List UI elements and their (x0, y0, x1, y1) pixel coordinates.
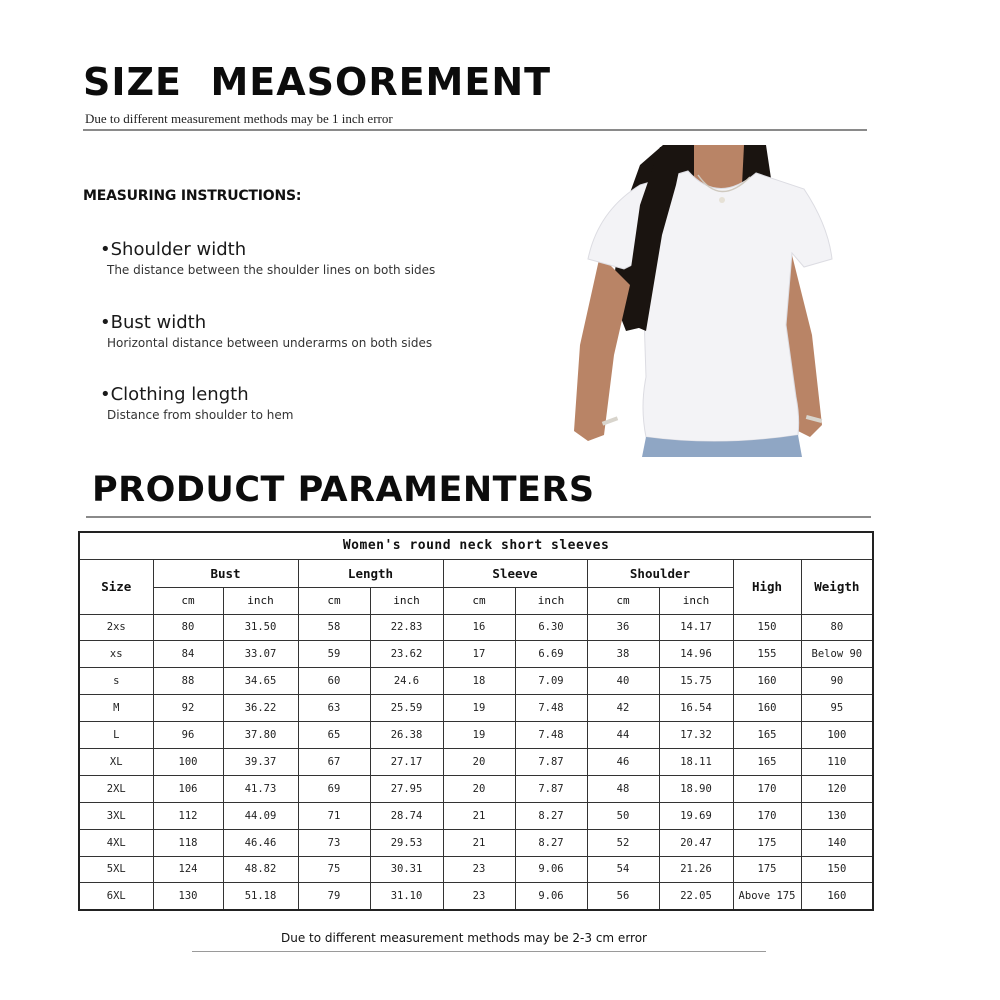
cell-sleeve-cm: 17 (443, 641, 515, 668)
unit-header: inch (515, 587, 587, 614)
footer-note: Due to different measurement methods may be 2-3 cm error (281, 931, 647, 945)
table-row (79, 856, 873, 883)
divider (86, 516, 871, 518)
cell-shoulder-cm: 52 (587, 829, 659, 856)
cell-sleeve-inch: 7.09 (515, 668, 587, 695)
cell-sleeve-cm: 23 (443, 883, 515, 910)
size-measurement-title: SIZE MEASOREMENT (83, 60, 552, 104)
cell-shoulder-inch: 14.96 (659, 641, 733, 668)
cell-sleeve-inch: 7.87 (515, 775, 587, 802)
cell-bust-cm: 118 (153, 829, 223, 856)
instruction-description: Horizontal distance between underarms on both sides (107, 336, 433, 350)
cell-length-inch: 29.53 (370, 829, 443, 856)
cell-bust-inch: 33.07 (223, 641, 298, 668)
cell-bust-cm: 100 (153, 748, 223, 775)
cell-shoulder-inch: 19.69 (659, 802, 733, 829)
cell-high: 170 (733, 802, 801, 829)
cell-sleeve-cm: 20 (443, 775, 515, 802)
cell-shoulder-cm: 46 (587, 748, 659, 775)
cell-weigth: 120 (801, 775, 873, 802)
cell-bust-inch: 37.80 (223, 722, 298, 749)
cell-bust-inch: 41.73 (223, 775, 298, 802)
instruction-description: The distance between the shoulder lines on both sides (107, 263, 436, 277)
cell-high: 170 (733, 775, 801, 802)
instruction-clothing-length (100, 384, 293, 422)
table-row (79, 641, 873, 668)
cell-weigth: 140 (801, 829, 873, 856)
cell-shoulder-inch: 16.54 (659, 695, 733, 722)
cell-length-inch: 27.17 (370, 748, 443, 775)
cell-bust-cm: 96 (153, 722, 223, 749)
cell-weigth: 90 (801, 668, 873, 695)
cell-length-cm: 67 (298, 748, 370, 775)
cell-length-inch: 28.74 (370, 802, 443, 829)
instruction-name: •Clothing length (100, 384, 249, 405)
measurement-error-note: Due to different measurement methods may be 1 inch error (85, 111, 393, 126)
cell-weigth: 100 (801, 722, 873, 749)
header-high: High (733, 559, 801, 614)
cell-bust-inch: 34.65 (223, 668, 298, 695)
instruction-description: Distance from shoulder to hem (107, 408, 294, 422)
cell-bust-cm: 106 (153, 775, 223, 802)
cell-high: 165 (733, 722, 801, 749)
table-row (79, 802, 873, 829)
cell-size: XL (79, 748, 153, 775)
table-row (79, 722, 873, 749)
table-row (79, 775, 873, 802)
unit-header: inch (223, 587, 298, 614)
cell-length-inch: 25.59 (370, 695, 443, 722)
cell-bust-inch: 31.50 (223, 614, 298, 641)
cell-sleeve-inch: 8.27 (515, 829, 587, 856)
cell-high: 155 (733, 641, 801, 668)
cell-sleeve-cm: 21 (443, 829, 515, 856)
size-rows (79, 614, 873, 910)
cell-length-cm: 65 (298, 722, 370, 749)
cell-bust-inch: 46.46 (223, 829, 298, 856)
unit-header: cm (153, 587, 223, 614)
unit-header: inch (370, 587, 443, 614)
unit-header: cm (587, 587, 659, 614)
cell-weigth: 110 (801, 748, 873, 775)
cell-shoulder-cm: 40 (587, 668, 659, 695)
header-bust: Bust (153, 559, 298, 587)
cell-length-cm: 79 (298, 883, 370, 910)
cell-size: 3XL (79, 802, 153, 829)
cell-sleeve-cm: 19 (443, 722, 515, 749)
table-row (79, 695, 873, 722)
header-sleeve: Sleeve (443, 559, 587, 587)
cell-bust-cm: 88 (153, 668, 223, 695)
cell-length-cm: 71 (298, 802, 370, 829)
cell-length-inch: 26.38 (370, 722, 443, 749)
cell-size: xs (79, 641, 153, 668)
header-shoulder: Shoulder (587, 559, 733, 587)
cell-sleeve-inch: 6.30 (515, 614, 587, 641)
measuring-instructions-title: MEASURING INSTRUCTIONS: (83, 188, 302, 204)
cell-high: 160 (733, 668, 801, 695)
cell-size: 2XL (79, 775, 153, 802)
cell-length-cm: 75 (298, 856, 370, 883)
cell-weigth: Below 90 (801, 641, 873, 668)
cell-length-cm: 58 (298, 614, 370, 641)
unit-header: inch (659, 587, 733, 614)
cell-sleeve-inch: 6.69 (515, 641, 587, 668)
cell-length-inch: 24.6 (370, 668, 443, 695)
divider (192, 951, 766, 952)
cell-bust-cm: 84 (153, 641, 223, 668)
cell-sleeve-cm: 18 (443, 668, 515, 695)
cell-length-cm: 59 (298, 641, 370, 668)
cell-sleeve-inch: 7.48 (515, 695, 587, 722)
cell-high: 165 (733, 748, 801, 775)
cell-bust-cm: 124 (153, 856, 223, 883)
cell-bust-cm: 130 (153, 883, 223, 910)
table-row (79, 748, 873, 775)
cell-weigth: 130 (801, 802, 873, 829)
cell-length-inch: 22.83 (370, 614, 443, 641)
cell-length-inch: 27.95 (370, 775, 443, 802)
cell-shoulder-inch: 22.05 (659, 883, 733, 910)
cell-size: s (79, 668, 153, 695)
cell-length-cm: 73 (298, 829, 370, 856)
instruction-shoulder-width (100, 239, 435, 277)
cell-length-inch: 31.10 (370, 883, 443, 910)
cell-sleeve-cm: 20 (443, 748, 515, 775)
cell-sleeve-inch: 9.06 (515, 856, 587, 883)
cell-shoulder-cm: 44 (587, 722, 659, 749)
cell-size: 2xs (79, 614, 153, 641)
cell-sleeve-inch: 7.48 (515, 722, 587, 749)
cell-high: 175 (733, 856, 801, 883)
cell-shoulder-cm: 38 (587, 641, 659, 668)
table-caption: Women's round neck short sleeves (79, 532, 873, 559)
cell-shoulder-inch: 14.17 (659, 614, 733, 641)
cell-size: 6XL (79, 883, 153, 910)
cell-shoulder-cm: 36 (587, 614, 659, 641)
cell-sleeve-inch: 9.06 (515, 883, 587, 910)
cell-size: L (79, 722, 153, 749)
cell-shoulder-cm: 42 (587, 695, 659, 722)
cell-sleeve-cm: 23 (443, 856, 515, 883)
cell-sleeve-cm: 16 (443, 614, 515, 641)
cell-length-cm: 63 (298, 695, 370, 722)
cell-bust-cm: 112 (153, 802, 223, 829)
instruction-name: •Bust width (100, 312, 207, 333)
cell-weigth: 160 (801, 883, 873, 910)
cell-shoulder-inch: 18.90 (659, 775, 733, 802)
cell-weigth: 80 (801, 614, 873, 641)
cell-length-cm: 60 (298, 668, 370, 695)
cell-sleeve-inch: 8.27 (515, 802, 587, 829)
cell-weigth: 95 (801, 695, 873, 722)
cell-high: 150 (733, 614, 801, 641)
product-parameters-title: PRODUCT PARAMENTERS (92, 470, 595, 510)
header-size: Size (79, 559, 153, 614)
cell-shoulder-cm: 54 (587, 856, 659, 883)
table-row (79, 829, 873, 856)
cell-length-inch: 30.31 (370, 856, 443, 883)
table-row (79, 668, 873, 695)
cell-size: 5XL (79, 856, 153, 883)
cell-length-cm: 69 (298, 775, 370, 802)
header-length: Length (298, 559, 443, 587)
cell-bust-inch: 39.37 (223, 748, 298, 775)
cell-shoulder-inch: 15.75 (659, 668, 733, 695)
cell-bust-inch: 44.09 (223, 802, 298, 829)
cell-size: 4XL (79, 829, 153, 856)
cell-size: M (79, 695, 153, 722)
header-weigth: Weigth (801, 559, 873, 614)
cell-bust-inch: 48.82 (223, 856, 298, 883)
cell-shoulder-cm: 50 (587, 802, 659, 829)
cell-sleeve-cm: 21 (443, 802, 515, 829)
cell-bust-cm: 92 (153, 695, 223, 722)
unit-header: cm (298, 587, 370, 614)
cell-bust-inch: 36.22 (223, 695, 298, 722)
cell-high: Above 175 (733, 883, 801, 910)
size-chart-table (78, 531, 874, 911)
divider (83, 129, 867, 131)
cell-shoulder-inch: 17.32 (659, 722, 733, 749)
instruction-bust-width (100, 312, 432, 350)
cell-sleeve-inch: 7.87 (515, 748, 587, 775)
cell-length-inch: 23.62 (370, 641, 443, 668)
instruction-name: •Shoulder width (100, 239, 247, 260)
cell-shoulder-inch: 20.47 (659, 829, 733, 856)
cell-shoulder-cm: 48 (587, 775, 659, 802)
cell-shoulder-inch: 18.11 (659, 748, 733, 775)
cell-high: 160 (733, 695, 801, 722)
cell-high: 175 (733, 829, 801, 856)
table-row (79, 614, 873, 641)
cell-bust-inch: 51.18 (223, 883, 298, 910)
cell-shoulder-cm: 56 (587, 883, 659, 910)
table-row (79, 883, 873, 910)
cell-weigth: 150 (801, 856, 873, 883)
cell-sleeve-cm: 19 (443, 695, 515, 722)
cell-bust-cm: 80 (153, 614, 223, 641)
model-photo (560, 145, 850, 457)
unit-header: cm (443, 587, 515, 614)
model-in-white-tshirt-icon (560, 145, 850, 457)
cell-shoulder-inch: 21.26 (659, 856, 733, 883)
